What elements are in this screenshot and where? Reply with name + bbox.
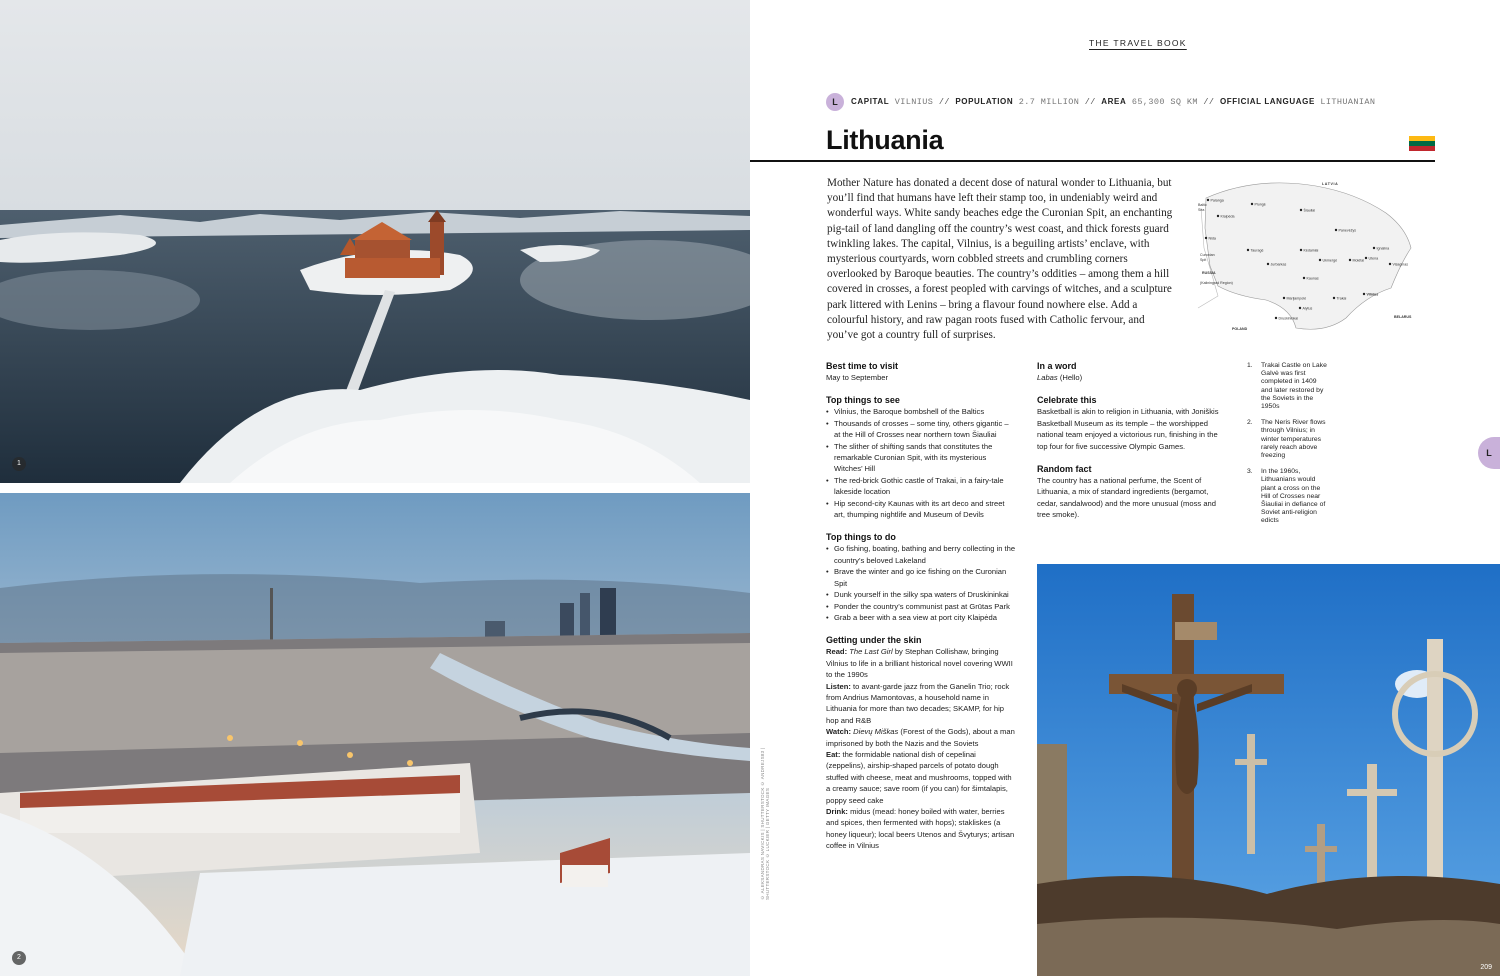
skin-entry-read: [826, 646, 1016, 680]
column-left: [826, 360, 1016, 852]
photo-hill-of-crosses: [1037, 564, 1500, 976]
skin-text: midus (mead: honey boiled with water, berries and spices, then fermented with hops); stakliskes (a honey liqueur); local beers Utenos and Švyturys; artisan coffee in Vilnius: [826, 807, 1015, 851]
photo-number-1: 1: [12, 457, 26, 471]
map-label-sea: Baltic: [1198, 203, 1207, 207]
map-city-dot: [1373, 247, 1375, 249]
map-city-dot: [1267, 263, 1269, 265]
fact-label-population: POPULATION: [955, 97, 1014, 106]
country-title: Lithuania: [826, 125, 944, 155]
fact-separator: //: [1084, 97, 1096, 107]
list-item: • The red-brick Gothic castle of Trakai, in a fairy-tale lakeside location: [826, 475, 1016, 498]
list-item: • Ponder the country’s communist past at Grūtas Park: [826, 601, 1016, 612]
map-city-label: Alytus: [1302, 306, 1313, 311]
map-city-dot: [1247, 249, 1249, 251]
map-label-spit: Curonian: [1200, 253, 1215, 257]
map-city-label: Molėtai: [1352, 258, 1365, 263]
lithuania-map-svg: [1196, 168, 1436, 348]
fact-label-capital: CAPITAL: [851, 97, 890, 106]
skin-entry-eat: [826, 749, 1016, 806]
title-rule: [750, 160, 1435, 162]
trakai-castle-image: [0, 0, 750, 483]
map-city-dot: [1207, 199, 1209, 201]
skin-label: Eat:: [826, 749, 841, 759]
map-city-dot: [1217, 215, 1219, 217]
facts-line: [851, 97, 1375, 107]
skin-entry-drink: [826, 806, 1016, 852]
map-city-dot: [1275, 317, 1277, 319]
map-city-label: Palanga: [1210, 198, 1224, 203]
map-city-label: Visaginas: [1392, 262, 1409, 267]
map-city-dot: [1205, 237, 1207, 239]
map-city-label: Tauragė: [1250, 248, 1264, 253]
map-label-spit-2: Spit: [1200, 258, 1207, 262]
map-city-label: Plungė: [1254, 202, 1266, 207]
fact-label-area: AREA: [1101, 97, 1127, 106]
map-city-dot: [1333, 297, 1335, 299]
map-label-belarus: BELARUS: [1394, 315, 1412, 319]
map-label-latvia: LATVIA: [1322, 182, 1339, 186]
map-city-label: Ukmergė: [1322, 258, 1338, 263]
photo-trakai-castle: [0, 0, 750, 483]
top-do-list: [826, 543, 1016, 623]
map-city-label: Kaunas: [1306, 276, 1319, 281]
map-city-dot: [1303, 277, 1305, 279]
list-item: • Grab a beer with a sea view at port city Klaipėda: [826, 612, 1016, 623]
map-city-dot: [1300, 209, 1302, 211]
fact-value-population: 2.7 MILLION: [1018, 97, 1080, 107]
list-item: • Brave the winter and go ice fishing on the Curonian Spit: [826, 566, 1016, 589]
skin-entries: [826, 646, 1016, 851]
caption-1: [1247, 362, 1327, 411]
skin-label: Read:: [826, 647, 848, 657]
map-city-dot: [1299, 307, 1301, 309]
fact-separator: //: [1203, 97, 1215, 107]
column-middle: [1037, 360, 1227, 521]
chapter-badge: L: [826, 93, 844, 111]
top-see-heading: Top things to see: [826, 395, 900, 406]
skin-label: Watch:: [826, 727, 852, 737]
caption-text: Trakai Castle on Lake Galvė was first completed in 1409 and later restored by the Soviets in the 1950s: [1261, 362, 1327, 411]
caption-2: [1247, 419, 1327, 460]
caption-number: 2.: [1247, 419, 1253, 427]
map-label-kaliningrad: (Kaliningrad Region): [1200, 281, 1233, 285]
map-city-label: Vilnius: [1366, 292, 1379, 297]
map-city-dot: [1349, 259, 1351, 261]
skin-text: to avant-garde jazz from the Ganelin Trio; rock from Andrius Mamontovas, a household name in Lithuania for more than two decades; SKAMP, for hip hop and R&B: [826, 681, 1010, 725]
photo-credit: © ALEKSANDRAS NAVICKIS | SHUTTERSTOCK © ANDREJS83 | SHUTTERSTOCK © LUCKIER | GETTY IMAGES: [760, 747, 770, 900]
skin-label: Drink:: [826, 807, 848, 816]
skin-text: by Stephan Collishaw, bringing Vilnius to life in a brilliant historical novel covering WWII to the 1990s: [826, 647, 1013, 680]
map-city-dot: [1251, 203, 1253, 205]
intro-paragraph: Mother Nature has donated a decent dose of natural wonder to Lithuania, but you’ll find that humans have left their stamp too, in undeniably weird and wonderful ways. White sandy beaches edge the Curonian Spit, an enchanting pig-tail of land dangling off the country’s west coast, and thick forests guard twinkling lakes. The capital, Vilnius, is a beguiling artists’ enclave, with mysterious courtyards, worn cobbled streets and crumbling corners overlooked by Baroque beauties. The country’s oddities – among them a hill covered in crosses, a forest peopled with carvings of witches, and a sculpture park littered with Lenins – bring a flavour found nowhere else. Add a colourful history, and raw pagan roots fused with Catholic fervour, and you’ve got a country full of surprises.: [827, 177, 1173, 342]
list-item: • Hip second-city Kaunas with its art deco and street art, thumping nightlife and Museum of Devils: [826, 498, 1016, 521]
skin-title: Dievų Miškas: [853, 727, 899, 737]
skin-heading: Getting under the skin: [826, 635, 922, 646]
map-city-dot: [1389, 263, 1391, 265]
map-city-label: Klaipėda: [1220, 214, 1235, 219]
photo-number-2: 2: [12, 951, 26, 965]
map-city-label: Druskininkai: [1278, 316, 1299, 321]
word-rest: (Hello): [1057, 373, 1083, 382]
list-item: • Vilnius, the Baroque bombshell of the Baltics: [826, 406, 1016, 417]
map-city-dot: [1365, 257, 1367, 259]
map-city-dot: [1300, 249, 1302, 251]
map-city-label: Nida: [1208, 236, 1216, 241]
photo-vilnius: [0, 493, 750, 976]
map-city-dot: [1283, 297, 1285, 299]
map-city-dot: [1319, 259, 1321, 261]
skin-label: Listen:: [826, 681, 851, 691]
list-item: • Thousands of crosses – some tiny, others gigantic – at the Hill of Crosses near northern town Šiauliai: [826, 418, 1016, 441]
fact-value-area: 65,300 SQ KM: [1131, 97, 1198, 107]
best-time-text: May to September: [826, 373, 889, 382]
flag-stripe-red: [1409, 146, 1435, 151]
fact-value-capital: VILNIUS: [894, 97, 934, 107]
country-map: [1196, 168, 1436, 348]
caption-text: The Neris River flows through Vilnius; in winter temperatures rarely reach above freezing: [1261, 419, 1326, 460]
map-city-label: Kėdainiai: [1303, 248, 1319, 253]
hill-of-crosses-image: [1037, 564, 1500, 976]
map-label-sea-2: Sea: [1198, 208, 1205, 212]
caption-number: 3.: [1247, 468, 1253, 476]
map-city-dot: [1363, 293, 1365, 295]
map-city-dot: [1335, 229, 1337, 231]
skin-entry-watch: [826, 726, 1016, 749]
map-city-label: Šiauliai: [1303, 208, 1316, 213]
fact-separator: //: [938, 97, 950, 107]
random-heading: Random fact: [1037, 464, 1092, 475]
random-text: The country has a national perfume, the Scent of Lithuania, a mix of standard ingredients (bergamot, cedar, sandalwood) and the more unusual (moss and tree smoke).: [1037, 476, 1216, 520]
map-city-label: Ignalina: [1376, 246, 1390, 251]
skin-title: The Last Girl: [849, 647, 893, 657]
celebrate-heading: Celebrate this: [1037, 395, 1097, 406]
map-city-label: Trakai: [1336, 296, 1347, 301]
celebrate-text: Basketball is akin to religion in Lithuania, with Joniškis Basketball Museum as its temple – the worshipped national team enjoyed a victorious run, finishing in the top four for five successive Olympic Games.: [1037, 407, 1219, 451]
word-em: Labas: [1037, 373, 1058, 382]
map-city-label: Utena: [1368, 256, 1379, 261]
skin-text: (Forest of the Gods), about a man imprisoned by both the Nazis and the Soviets: [826, 727, 1015, 748]
word-text: [1037, 372, 1227, 383]
fact-label-language: OFFICIAL LANGUAGE: [1219, 97, 1315, 106]
best-time-heading: Best time to visit: [826, 361, 899, 371]
caption-3: [1247, 468, 1327, 525]
map-label-russia: RUSSIA: [1202, 271, 1216, 275]
chapter-tab[interactable]: L: [1478, 437, 1500, 469]
list-item: • Go fishing, boating, bathing and berry collecting in the country’s beloved Lakeland: [826, 543, 1016, 566]
map-city-label: Jurbarkas: [1270, 262, 1287, 267]
word-heading: In a word: [1037, 361, 1077, 371]
fact-value-language: LITHUANIAN: [1320, 97, 1376, 107]
photo-captions: [1247, 362, 1327, 534]
map-label-poland: POLAND: [1232, 327, 1248, 331]
map-city-label: Panevėžys: [1338, 228, 1357, 233]
caption-text: In the 1960s, Lithuanians would plant a cross on the Hill of Crosses near Šiauliai in defiance of Soviet anti-religion edicts: [1261, 468, 1326, 525]
flag: [1409, 136, 1435, 151]
list-item: • The slither of shifting sands that constitutes the remarkable Curonian Spit, with its mysterious Witches’ Hill: [826, 441, 1016, 475]
skin-entry-listen: [826, 681, 1016, 727]
list-item: • Dunk yourself in the silky spa waters of Druskininkai: [826, 589, 1016, 600]
page-number: 209: [1480, 964, 1492, 971]
running-header: THE TRAVEL BOOK: [1089, 38, 1187, 48]
vilnius-city-image: [0, 493, 750, 976]
skin-text: the formidable national dish of cepelinai (zeppelins), airship-shaped parcels of potato dough stuffed with cheese, meat and mushrooms, topped with a creamy sauce; save room (if you can) for šimtalapis, poppy seed cake: [826, 749, 1012, 805]
top-do-heading: Top things to do: [826, 532, 896, 543]
map-city-label: Marijampolė: [1286, 296, 1307, 301]
caption-number: 1.: [1247, 362, 1253, 369]
top-see-list: [826, 406, 1016, 520]
